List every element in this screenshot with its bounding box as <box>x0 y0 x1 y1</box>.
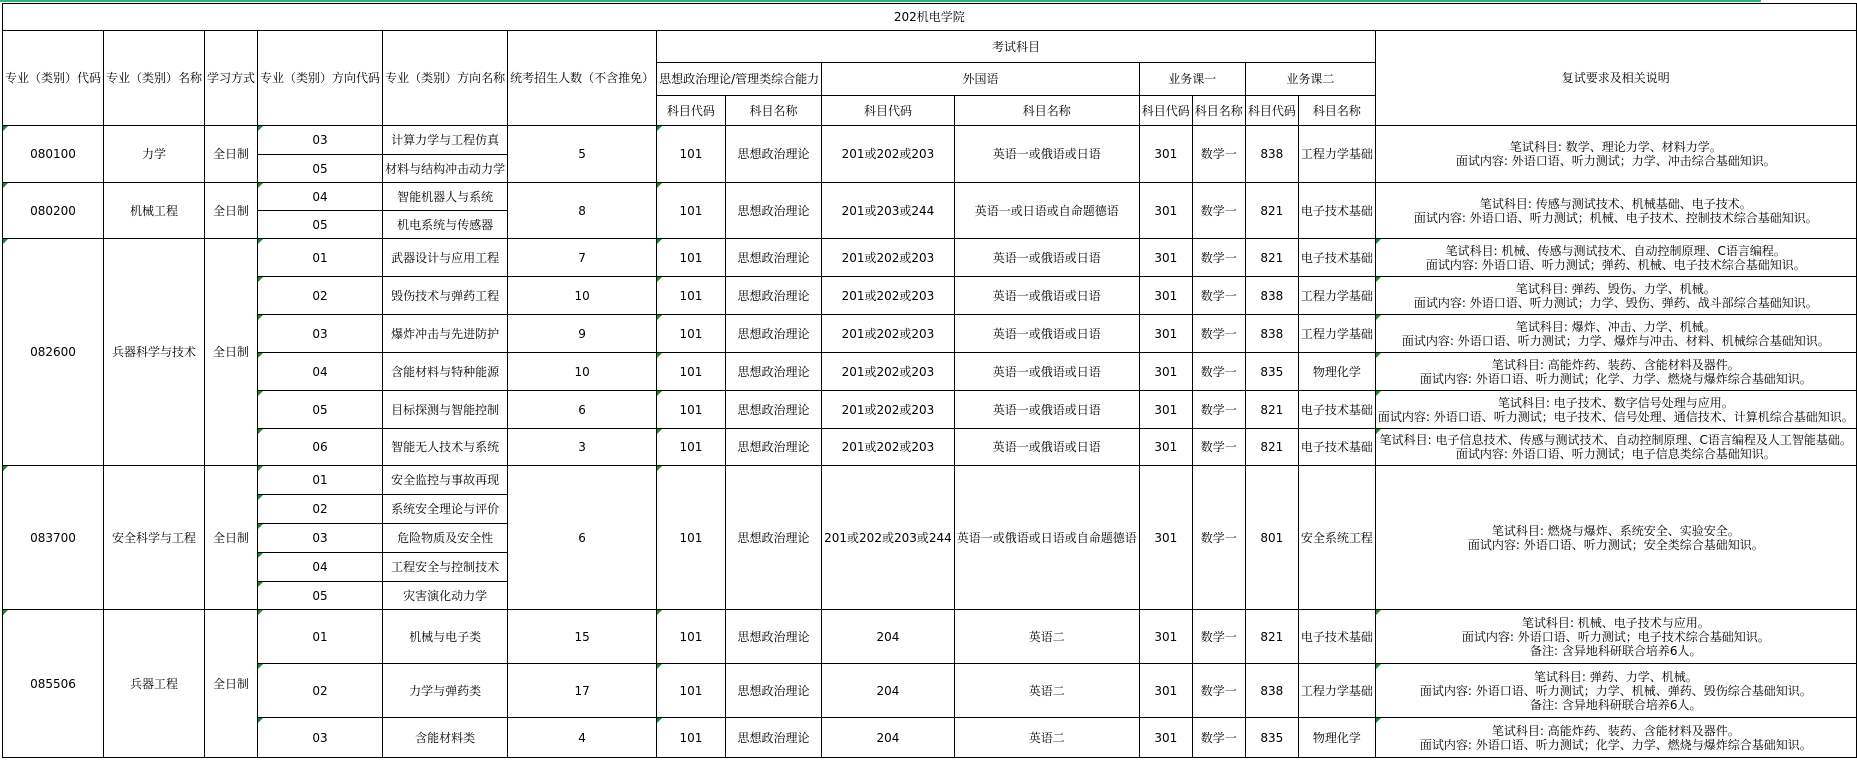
study-mode: 全日制 <box>205 610 258 758</box>
foreign-name: 英语二 <box>954 664 1139 718</box>
header-foreign-language: 外国语 <box>822 63 1140 96</box>
course2-name: 物理化学 <box>1298 353 1375 391</box>
direction-code: 04 <box>258 353 383 391</box>
major-name: 兵器科学与技术 <box>104 239 205 466</box>
table-row <box>3 183 1857 211</box>
politics-code: 101 <box>657 466 726 610</box>
quota: 10 <box>508 277 657 315</box>
quota: 9 <box>508 315 657 353</box>
politics-name: 思想政治理论 <box>725 429 821 466</box>
direction-code: 02 <box>258 277 383 315</box>
retest-notes: 笔试科目: 传感与测试技术、机械基础、电子技术。 面试内容: 外语口语、听力测试；机械、电子技术、控制技术综合基础知识。 <box>1375 183 1856 239</box>
quota: 6 <box>508 466 657 610</box>
foreign-name: 英语一或日语或自命题德语 <box>954 183 1139 239</box>
foreign-code: 201或202或203 <box>822 391 955 429</box>
direction-code: 01 <box>258 466 383 495</box>
course2-name: 电子技术基础 <box>1298 391 1375 429</box>
course2-name: 物理化学 <box>1298 718 1375 758</box>
direction-code: 01 <box>258 610 383 664</box>
direction-name: 含能材料类 <box>383 718 508 758</box>
foreign-name: 英语二 <box>954 718 1139 758</box>
table-row <box>3 466 1857 495</box>
direction-code: 03 <box>258 718 383 758</box>
header-major-name: 专业（类别）名称 <box>104 31 205 126</box>
foreign-name: 英语一或俄语或日语 <box>954 315 1139 353</box>
table-row <box>3 239 1857 277</box>
direction-code: 04 <box>258 553 383 582</box>
politics-name: 思想政治理论 <box>725 315 821 353</box>
politics-code: 101 <box>657 183 726 239</box>
politics-code: 101 <box>657 610 726 664</box>
study-mode: 全日制 <box>205 466 258 610</box>
header-subject-code: 科目代码 <box>1245 96 1298 126</box>
major-name: 兵器工程 <box>104 610 205 758</box>
direction-name: 系统安全理论与评价 <box>383 495 508 524</box>
header-subject-code: 科目代码 <box>1139 96 1192 126</box>
course2-name: 电子技术基础 <box>1298 183 1375 239</box>
direction-name: 安全监控与事故再现 <box>383 466 508 495</box>
politics-name: 思想政治理论 <box>725 126 821 183</box>
course2-name: 工程力学基础 <box>1298 315 1375 353</box>
direction-code: 03 <box>258 315 383 353</box>
header-exam-subjects: 考试科目 <box>657 31 1376 63</box>
foreign-name: 英语一或俄语或日语 <box>954 126 1139 183</box>
header-study-mode: 学习方式 <box>205 31 258 126</box>
major-name: 安全科学与工程 <box>104 466 205 610</box>
course1-name: 数学一 <box>1192 126 1245 183</box>
header-subject-name: 科目名称 <box>954 96 1139 126</box>
retest-notes: 笔试科目: 电子技术、数字信号处理与应用。 面试内容: 外语口语、听力测试；电子技术、信号处理、通信技术、计算机综合基础知识。 <box>1375 391 1856 429</box>
major-name: 机械工程 <box>104 183 205 239</box>
direction-name: 爆炸冲击与先进防护 <box>383 315 508 353</box>
politics-name: 思想政治理论 <box>725 183 821 239</box>
quota: 8 <box>508 183 657 239</box>
politics-name: 思想政治理论 <box>725 277 821 315</box>
table-row <box>3 126 1857 155</box>
course2-name: 电子技术基础 <box>1298 610 1375 664</box>
foreign-name: 英语一或俄语或日语 <box>954 277 1139 315</box>
politics-code: 101 <box>657 391 726 429</box>
course2-code: 838 <box>1245 315 1298 353</box>
foreign-name: 英语一或俄语或日语 <box>954 239 1139 277</box>
course2-code: 821 <box>1245 610 1298 664</box>
quota: 6 <box>508 391 657 429</box>
direction-code: 05 <box>258 211 383 239</box>
course1-code: 301 <box>1139 126 1192 183</box>
course2-name: 安全系统工程 <box>1298 466 1375 610</box>
foreign-code: 201或202或203 <box>822 277 955 315</box>
course1-code: 301 <box>1139 429 1192 466</box>
course1-name: 数学一 <box>1192 353 1245 391</box>
major-code: 080100 <box>3 126 104 183</box>
retest-notes: 笔试科目: 高能炸药、装药、含能材料及器件。 面试内容: 外语口语、听力测试；化学、力学、燃烧与爆炸综合基础知识。 <box>1375 353 1856 391</box>
direction-code: 02 <box>258 664 383 718</box>
retest-notes: 笔试科目: 燃烧与爆炸、系统安全、实验安全。 面试内容: 外语口语、听力测试；安全类综合基础知识。 <box>1375 466 1856 610</box>
direction-code: 03 <box>258 126 383 155</box>
course1-name: 数学一 <box>1192 183 1245 239</box>
course2-name: 工程力学基础 <box>1298 277 1375 315</box>
retest-notes: 笔试科目: 数学、理论力学、材料力学。 面试内容: 外语口语、听力测试；力学、冲击综合基础知识。 <box>1375 126 1856 183</box>
course2-name: 电子技术基础 <box>1298 239 1375 277</box>
direction-name: 毁伤技术与弹药工程 <box>383 277 508 315</box>
politics-code: 101 <box>657 429 726 466</box>
sheet-top-border <box>0 0 1761 2</box>
direction-name: 智能无人技术与系统 <box>383 429 508 466</box>
header-subject-code: 科目代码 <box>822 96 955 126</box>
politics-code: 101 <box>657 718 726 758</box>
foreign-code: 204 <box>822 718 955 758</box>
admissions-table <box>2 3 1857 758</box>
foreign-code: 201或202或203 <box>822 126 955 183</box>
direction-name: 材料与结构冲击动力学 <box>383 155 508 183</box>
retest-notes: 笔试科目: 弹药、力学、机械。 面试内容: 外语口语、听力测试；力学、机械、弹药、毁伤综合基础知识。 备注: 含异地科研联合培养6人。 <box>1375 664 1856 718</box>
course1-code: 301 <box>1139 610 1192 664</box>
course1-code: 301 <box>1139 277 1192 315</box>
course1-code: 301 <box>1139 353 1192 391</box>
direction-name: 机械与电子类 <box>383 610 508 664</box>
retest-notes: 笔试科目: 高能炸药、装药、含能材料及器件。 面试内容: 外语口语、听力测试；化学、力学、燃烧与爆炸综合基础知识。 <box>1375 718 1856 758</box>
direction-name: 计算力学与工程仿真 <box>383 126 508 155</box>
retest-notes: 笔试科目: 机械、传感与测试技术、自动控制原理、C语言编程。 面试内容: 外语口语、听力测试；弹药、机械、电子技术综合基础知识。 <box>1375 239 1856 277</box>
politics-code: 101 <box>657 664 726 718</box>
foreign-code: 204 <box>822 610 955 664</box>
foreign-name: 英语一或俄语或日语 <box>954 353 1139 391</box>
table-row <box>3 610 1857 664</box>
header-direction-code: 专业（类别）方向代码 <box>258 31 383 126</box>
course2-code: 838 <box>1245 664 1298 718</box>
politics-code: 101 <box>657 353 726 391</box>
table-row <box>3 277 1857 315</box>
course1-name: 数学一 <box>1192 315 1245 353</box>
course2-name: 工程力学基础 <box>1298 664 1375 718</box>
course1-code: 301 <box>1139 718 1192 758</box>
politics-code: 101 <box>657 277 726 315</box>
course2-code: 801 <box>1245 466 1298 610</box>
direction-name: 灾害演化动力学 <box>383 582 508 610</box>
foreign-code: 201或202或203或244 <box>822 466 955 610</box>
page-title: 202机电学院 <box>3 4 1857 31</box>
course1-name: 数学一 <box>1192 277 1245 315</box>
table-row <box>3 429 1857 466</box>
direction-code: 05 <box>258 155 383 183</box>
study-mode: 全日制 <box>205 239 258 466</box>
course1-name: 数学一 <box>1192 429 1245 466</box>
direction-name: 武器设计与应用工程 <box>383 239 508 277</box>
foreign-code: 201或202或203 <box>822 353 955 391</box>
retest-notes: 笔试科目: 电子信息技术、传感与测试技术、自动控制原理、C语言编程及人工智能基础。 面试内容: 外语口语、听力测试；电子信息类综合基础知识。 <box>1375 429 1856 466</box>
course2-name: 工程力学基础 <box>1298 126 1375 183</box>
study-mode: 全日制 <box>205 183 258 239</box>
quota: 5 <box>508 126 657 183</box>
major-code: 082600 <box>3 239 104 466</box>
header-major-code: 专业（类别）代码 <box>3 31 104 126</box>
retest-notes: 笔试科目: 弹药、毁伤、力学、机械。 面试内容: 外语口语、听力测试；力学、毁伤、弹药、战斗部综合基础知识。 <box>1375 277 1856 315</box>
course1-code: 301 <box>1139 664 1192 718</box>
politics-code: 101 <box>657 126 726 183</box>
course2-code: 821 <box>1245 183 1298 239</box>
direction-name: 工程安全与控制技术 <box>383 553 508 582</box>
politics-code: 101 <box>657 315 726 353</box>
foreign-name: 英语一或俄语或日语或自命题德语 <box>954 466 1139 610</box>
direction-code: 03 <box>258 524 383 553</box>
foreign-code: 201或202或203 <box>822 429 955 466</box>
foreign-name: 英语一或俄语或日语 <box>954 429 1139 466</box>
foreign-code: 201或202或203 <box>822 239 955 277</box>
header-retest: 复试要求及相关说明 <box>1375 31 1856 126</box>
course2-code: 821 <box>1245 239 1298 277</box>
course1-name: 数学一 <box>1192 391 1245 429</box>
header-course-one: 业务课一 <box>1139 63 1245 96</box>
table-row <box>3 718 1857 758</box>
major-code: 085506 <box>3 610 104 758</box>
course1-name: 数学一 <box>1192 664 1245 718</box>
course1-name: 数学一 <box>1192 466 1245 610</box>
quota: 7 <box>508 239 657 277</box>
header-row-1 <box>3 31 1857 63</box>
table-row <box>3 664 1857 718</box>
course1-code: 301 <box>1139 315 1192 353</box>
table-row <box>3 315 1857 353</box>
foreign-name: 英语一或俄语或日语 <box>954 391 1139 429</box>
course1-code: 301 <box>1139 183 1192 239</box>
quota: 3 <box>508 429 657 466</box>
direction-name: 智能机器人与系统 <box>383 183 508 211</box>
header-subject-name: 科目名称 <box>725 96 821 126</box>
direction-code: 05 <box>258 391 383 429</box>
foreign-code: 201或202或203 <box>822 315 955 353</box>
direction-code: 06 <box>258 429 383 466</box>
course2-code: 821 <box>1245 429 1298 466</box>
retest-notes: 笔试科目: 机械、电子技术与应用。 面试内容: 外语口语、听力测试；电子技术综合基础知识。 备注: 含异地科研联合培养6人。 <box>1375 610 1856 664</box>
foreign-code: 204 <box>822 664 955 718</box>
course1-code: 301 <box>1139 466 1192 610</box>
politics-name: 思想政治理论 <box>725 610 821 664</box>
direction-code: 04 <box>258 183 383 211</box>
retest-notes: 笔试科目: 爆炸、冲击、力学、机械。 面试内容: 外语口语、听力测试；力学、爆炸与冲击、材料、机械综合基础知识。 <box>1375 315 1856 353</box>
course2-code: 821 <box>1245 391 1298 429</box>
politics-code: 101 <box>657 239 726 277</box>
course1-name: 数学一 <box>1192 718 1245 758</box>
course2-code: 835 <box>1245 718 1298 758</box>
header-course-two: 业务课二 <box>1245 63 1375 96</box>
major-code: 080200 <box>3 183 104 239</box>
major-name: 力学 <box>104 126 205 183</box>
direction-name: 力学与弹药类 <box>383 664 508 718</box>
header-subject-name: 科目名称 <box>1192 96 1245 126</box>
study-mode: 全日制 <box>205 126 258 183</box>
direction-code: 01 <box>258 239 383 277</box>
foreign-name: 英语二 <box>954 610 1139 664</box>
course1-name: 数学一 <box>1192 610 1245 664</box>
quota: 15 <box>508 610 657 664</box>
politics-name: 思想政治理论 <box>725 353 821 391</box>
direction-name: 含能材料与特种能源 <box>383 353 508 391</box>
course2-code: 838 <box>1245 126 1298 183</box>
direction-name: 机电系统与传感器 <box>383 211 508 239</box>
direction-name: 目标探测与智能控制 <box>383 391 508 429</box>
course1-name: 数学一 <box>1192 239 1245 277</box>
header-direction-name: 专业（类别）方向名称 <box>383 31 508 126</box>
header-quota: 统考招生人数（不含推免） <box>508 31 657 126</box>
quota: 10 <box>508 353 657 391</box>
politics-name: 思想政治理论 <box>725 239 821 277</box>
course1-code: 301 <box>1139 239 1192 277</box>
politics-name: 思想政治理论 <box>725 718 821 758</box>
header-politics: 思想政治理论/管理类综合能力 <box>657 63 822 96</box>
direction-name: 危险物质及安全性 <box>383 524 508 553</box>
politics-name: 思想政治理论 <box>725 664 821 718</box>
header-subject-code: 科目代码 <box>657 96 726 126</box>
course2-code: 838 <box>1245 277 1298 315</box>
header-subject-name: 科目名称 <box>1298 96 1375 126</box>
course1-code: 301 <box>1139 391 1192 429</box>
direction-code: 05 <box>258 582 383 610</box>
course2-code: 835 <box>1245 353 1298 391</box>
quota: 4 <box>508 718 657 758</box>
major-code: 083700 <box>3 466 104 610</box>
course2-name: 电子技术基础 <box>1298 429 1375 466</box>
politics-name: 思想政治理论 <box>725 391 821 429</box>
table-row <box>3 353 1857 391</box>
direction-code: 02 <box>258 495 383 524</box>
quota: 17 <box>508 664 657 718</box>
politics-name: 思想政治理论 <box>725 466 821 610</box>
table-row <box>3 391 1857 429</box>
title-row <box>3 4 1857 31</box>
foreign-code: 201或203或244 <box>822 183 955 239</box>
